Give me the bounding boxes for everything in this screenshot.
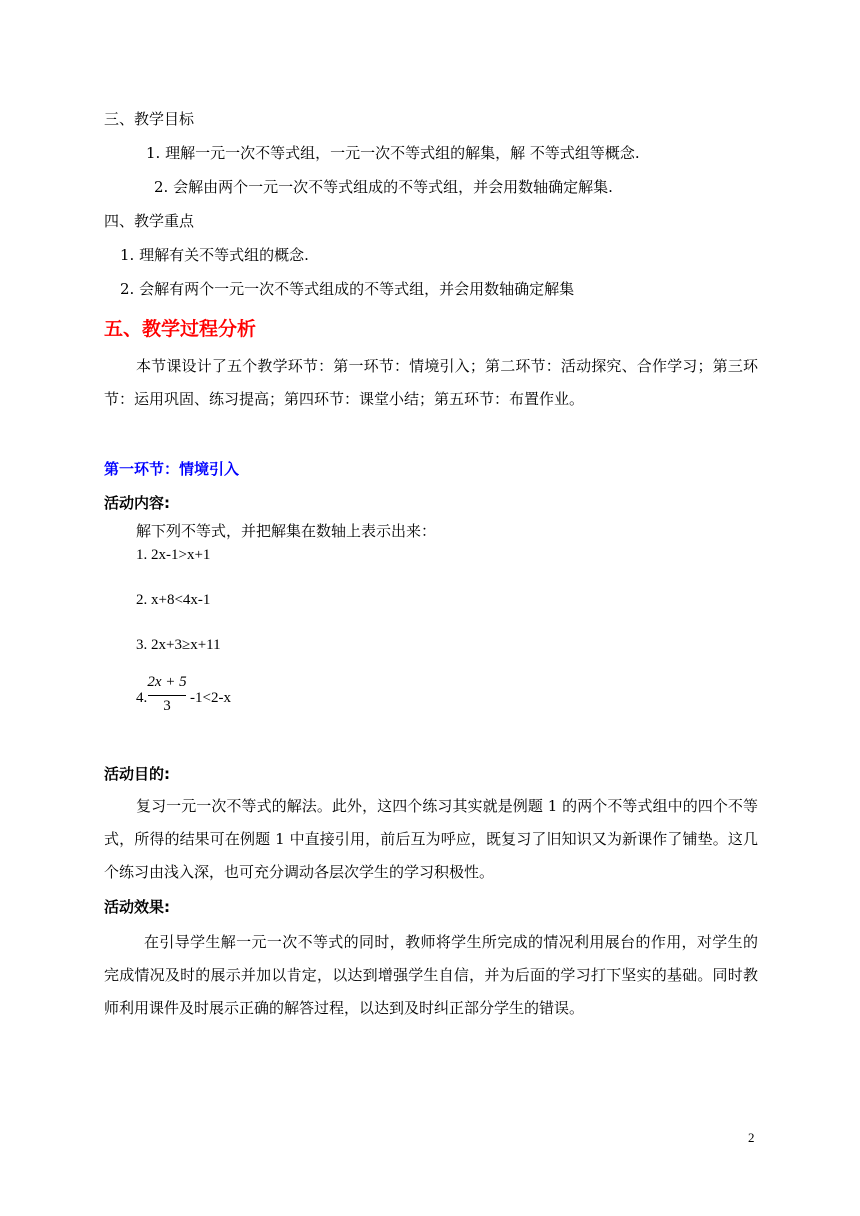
exercise-4-suffix: -1<2-x xyxy=(190,690,231,706)
section-3-heading: 三、教学目标 xyxy=(104,110,195,128)
section-4-heading: 四、教学重点 xyxy=(104,212,195,230)
section-3-item-2: 2. 会解由两个一元一次不等式组成的不等式组，并会用数轴确定解集. xyxy=(154,178,613,196)
exercise-4-prefix: 4. xyxy=(136,690,148,706)
section-5-intro: 本节课设计了五个教学环节：第一环节：情境引入；第二环节：活动探究、合作学习；第三环节：运用巩固、练习提高；第四环节：课堂小结；第五环节：布置作业。 xyxy=(104,357,758,408)
fraction-denominator: 3 xyxy=(163,698,171,714)
fraction-numerator: 2x + 5 xyxy=(147,674,187,690)
section-4-item-1: 1. 理解有关不等式组的概念. xyxy=(120,246,309,264)
activity-content-intro: 解下列不等式，并把解集在数轴上表示出来： xyxy=(136,522,437,540)
activity-content-label: 活动内容: xyxy=(104,494,170,512)
section-5-heading: 五、教学过程分析 xyxy=(104,318,257,340)
stage-1-heading: 第一环节：情境引入 xyxy=(104,460,240,478)
activity-goal-label: 活动目的: xyxy=(104,765,170,783)
exercise-2: 2. x+8<4x-1 xyxy=(136,592,211,608)
exercise-3: 3. 2x+3≥x+11 xyxy=(136,637,221,653)
exercise-1: 1. 2x-1>x+1 xyxy=(136,547,211,563)
exercise-4 xyxy=(136,674,276,720)
activity-effect-label: 活动效果: xyxy=(104,898,170,916)
section-3-item-1: 1. 理解一元一次不等式组，一元一次不等式组的解集，解 不等式组等概念. xyxy=(146,144,640,162)
exercise-4-fraction xyxy=(146,674,188,720)
section-4-item-2: 2. 会解有两个一元一次不等式组成的不等式组，并会用数轴确定解集 xyxy=(120,280,575,298)
activity-goal-text: 复习一元一次不等式的解法。此外，这四个练习其实就是例题 1 的两个不等式组中的四个不等式，所得的结果可在例题 1 中直接引用，前后互为呼应，既复习了旧知识又为新课作了铺垫。这几个练习由浅入深，也可充分调动各层次学生的学习积极性。 xyxy=(104,797,758,881)
fraction-bar xyxy=(148,695,186,696)
activity-effect-text: 在引导学生解一元一次不等式的同时，教师将学生所完成的情况利用展台的作用，对学生的完成情况及时的展示并加以肯定，以达到增强学生自信，并为后面的学习打下坚实的基础。同时教师利用课件及时展示正确的解答过程，以达到及时纠正部分学生的错误。 xyxy=(104,933,758,1017)
page-number: 2 xyxy=(748,1130,755,1145)
